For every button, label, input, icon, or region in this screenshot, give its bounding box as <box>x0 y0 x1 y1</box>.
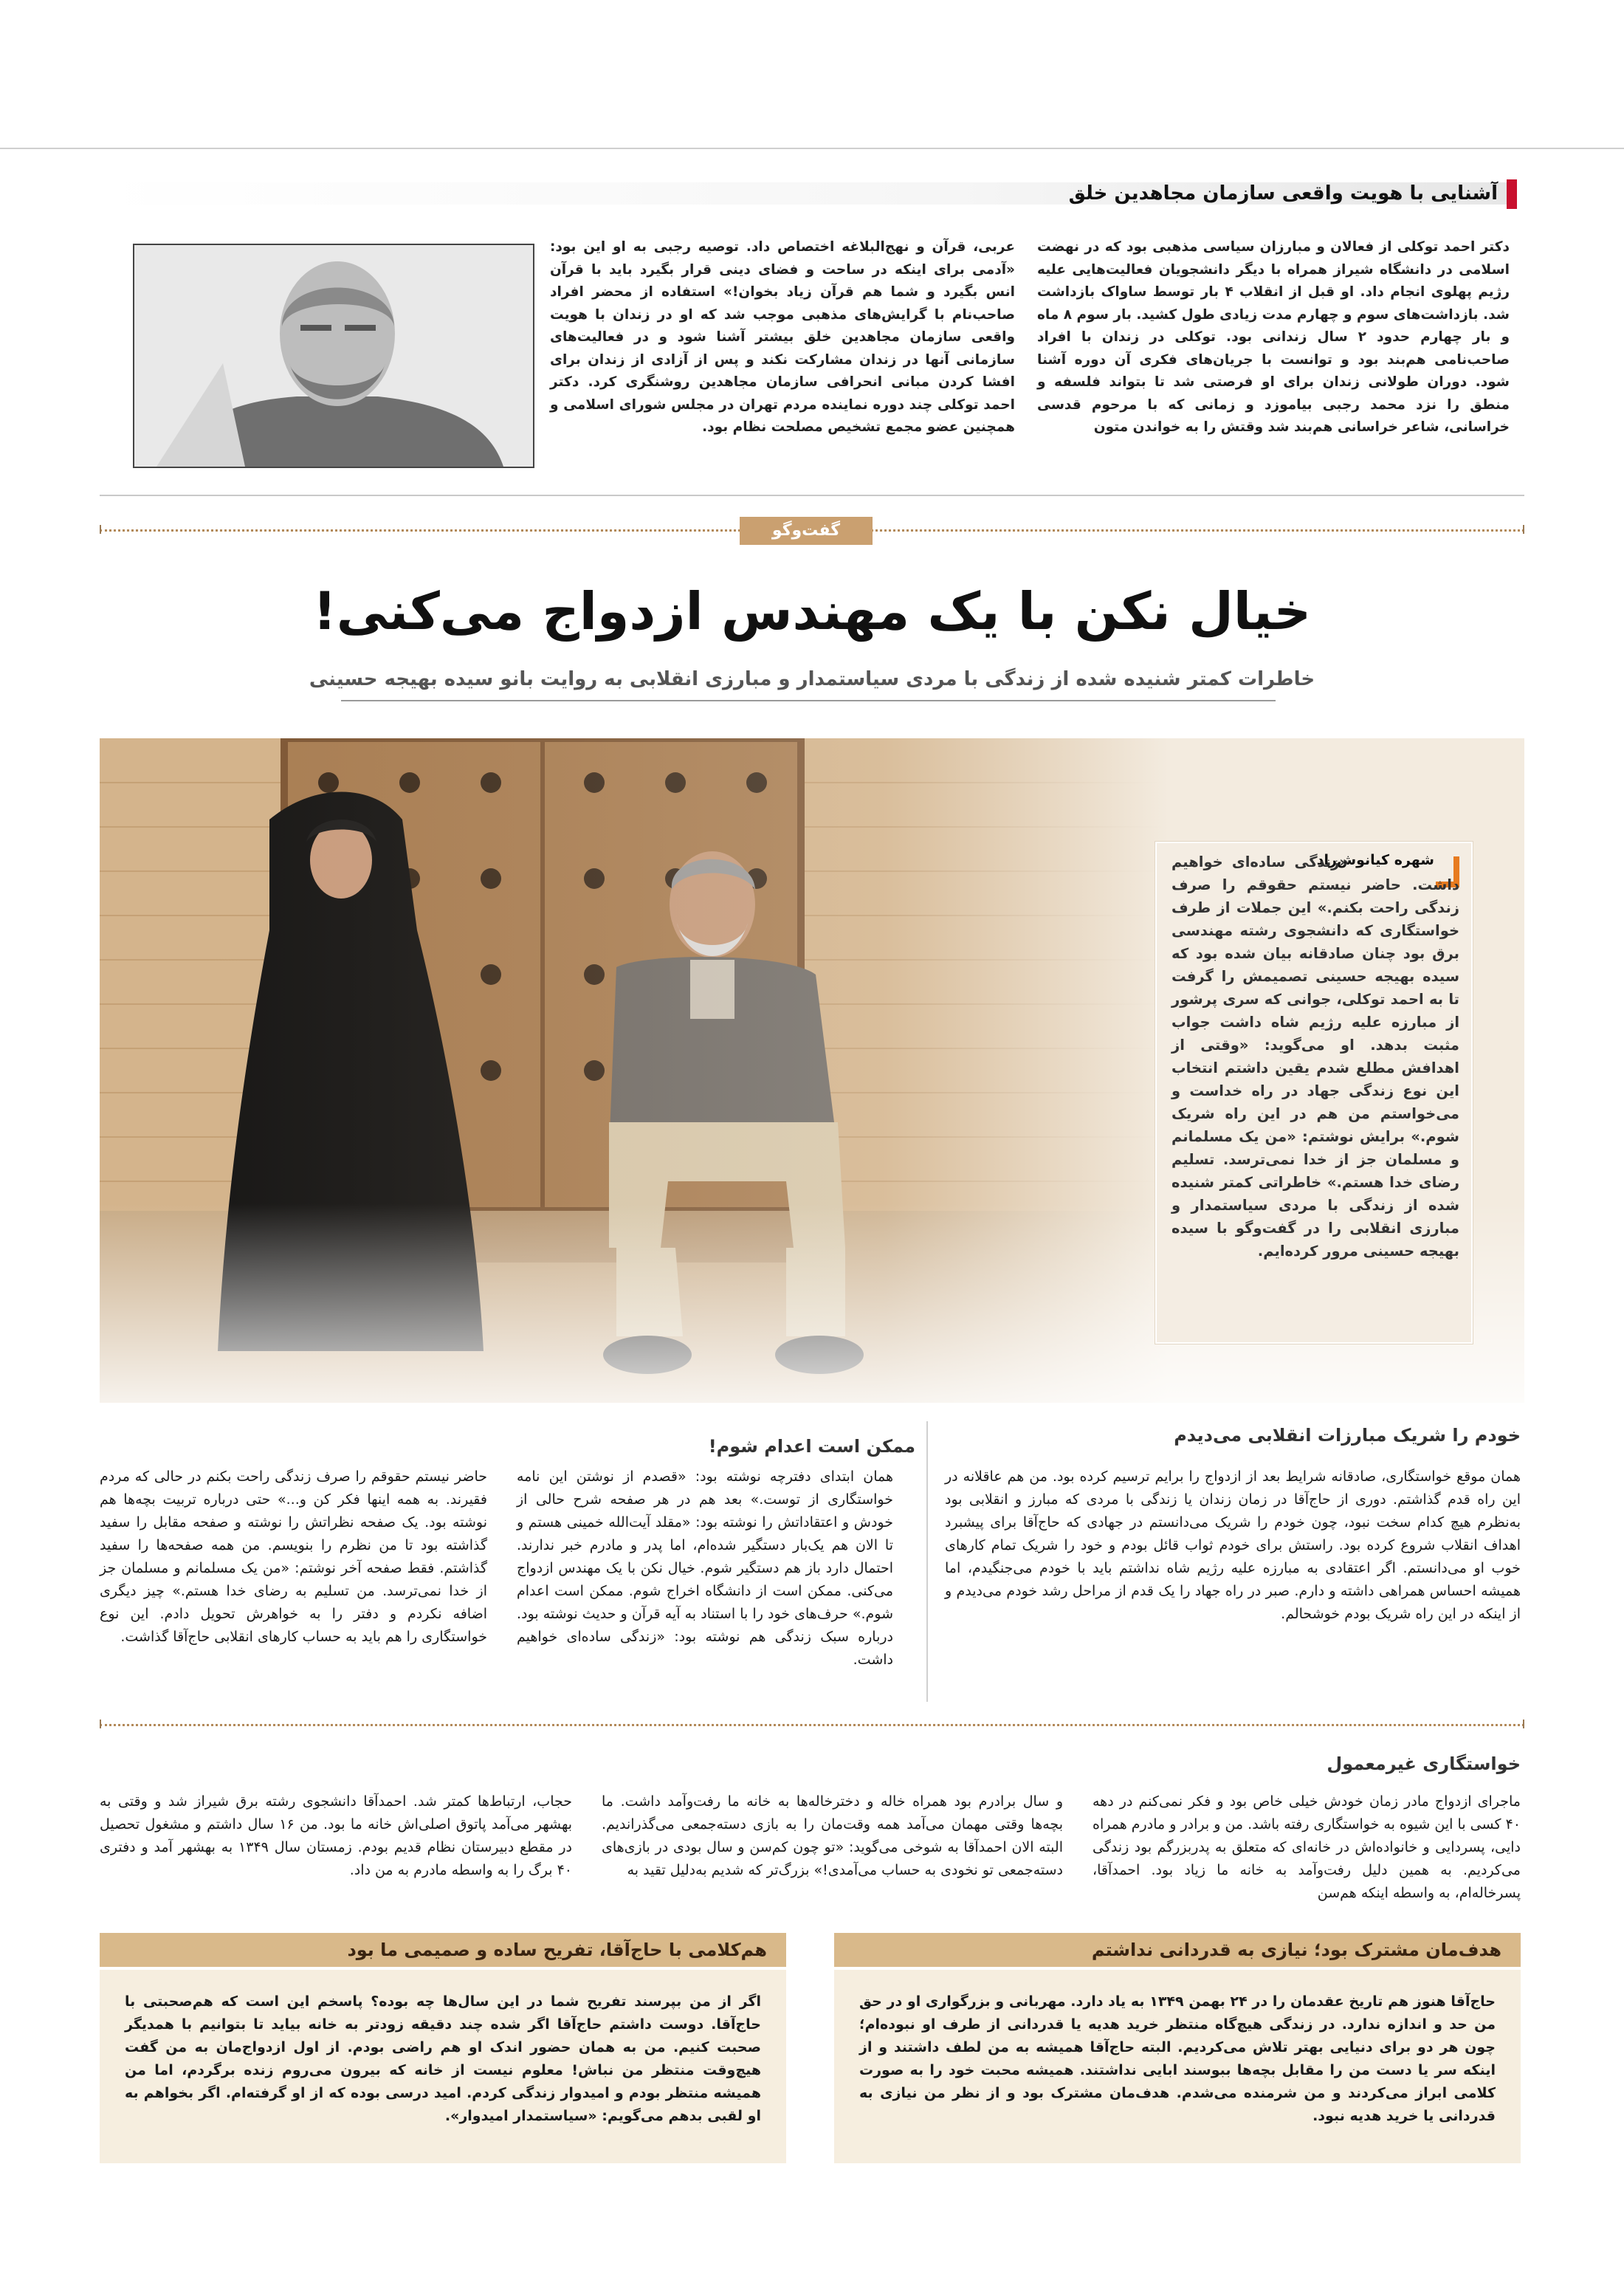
section-tag: گفت‌وگو <box>740 517 873 545</box>
headline: خیال نکن با یک مهندس ازدواج می‌کنی! <box>312 581 1312 642</box>
sec3-title: خواستگاری غیرمعمول <box>1327 1753 1521 1774</box>
box-right-text: حاج‌آقا هنوز هم تاریخ عقدمان را در ۲۴ بهمن ۱۳۴۹ به یاد دارد. مهربانی و بزرگواری او در حق من حد و اندازه ندارد. در زندگی هیچ‌گاه منتظر خرید هدیه یا قدردانی از طرف او نبوده‌ام؛ چون هر دو برای دنیایی بهتر تلاش می‌کردیم. البته حاج‌آقا همیشه به من لطف داشتند و از اینکه سر یا دست من را مقابل بچه‌ها ببوسند ابایی نداشتند. همیشه محبت خود را به صورت کلامی ابراز می‌کردند و من شرمنده می‌شدم. هدف‌مان مشترک بود و از نظر من نیازی به قدردانی یا خرید هدیه نبود. <box>834 1970 1521 2163</box>
sec3-column-c: حجاب، ارتباط‌ها کمتر شد. احمدآقا دانشجوی رشته برق شیراز شد و وقتی به بهشهر می‌آمد پاتوق اصلی‌اش خانه ما بود. من ۱۶ سال داشتم و مشغول تحصیل در مقطع دبیرستان نظام قدیم بودم. زمستان سال ۱۳۴۹ به بهشهر آمد و دفتری ۴۰ برگ را به واسطه مادرم به من داد. <box>100 1793 572 1878</box>
top-rule <box>0 148 1624 149</box>
bio-heading: آشنایی با هویت واقعی سازمان مجاهدین خلق <box>1068 182 1498 205</box>
sec3-column-b: و سال برادرم بود همراه خاله و دخترخاله‌ها به خانه ما رفت‌وآمد داشت. ما بچه‌ها وقتی مهمان می‌آمد همه وقت‌مان را به بازی دسته‌جمعی می‌گذراندیم. البته الان احمدآقا به شوخی می‌گوید: «تو چون کم‌سن و سال بودی در بازی‌های دسته‌جمعی تو نخودی به حساب می‌آمدی!» بزرگ‌تر که شدیم به‌دلیل تقید به <box>602 1793 1063 1878</box>
box-right-title: هدف‌مان مشترک بود؛ نیازی به قدردانی نداشتم <box>834 1933 1521 1967</box>
column-divider <box>926 1421 928 1702</box>
bio-heading-bar <box>100 182 1517 205</box>
sec1-text: همان موقع خواستگاری، صادقانه شرایط بعد از ازدواج را برایم ترسیم کرده بود. من هم عاقلانه در این راه قدم گذاشتم. دوری از حاج‌آقا در زمان زندان یا زندگی با مردی که مبارز و انقلابی بود به‌نظرم هیچ کدام سخت نبود، چون خودم را شریک می‌دانستم در جهادی که حاج‌آقا برای پیشبرد اهداف انقلاب شروع کرده بود. راستش برای خودم ثواب قائل بودم و خود را شریک تمام کارهای خوب او می‌دانستم. اگر اعتقادی به مبارزه علیه رژیم شاه نداشتم باید با خودم می‌جنگیدم، اما همیشه احساس همراهی داشته و دارم. صبر در راه جهاد را یک قدم از مراحل رشد خودم می‌دیدم و از اینکه در این راه شریک بودم خوشحالم. <box>945 1469 1521 1622</box>
sec2-column-a: همان ابتدای دفترچه نوشته بود: «قصدم از نوشتن این نامه خواستگاری از توست.» بعد هم در هر صفحه شرح حالی از خودش و اعتقاداتش را نوشته بود: «مقلد آیت‌الله خمینی هستم و تا الان هم یک‌بار دستگیر شده‌ام، اما پدر و مادرم خبر ندارند. احتمال دارد باز هم دستگیر شوم. خیال نکن با یک مهندس ازدواج می‌کنی. ممکن است از دانشگاه اخراج شوم. ممکن است اعدام شوم.» حرف‌های خود را با استناد به آیه قرآن و حدیث نوشته بود. درباره سبک زندگی هم نوشته بود: «زندگی ساده‌ای خواهیم داشت. <box>517 1469 893 1668</box>
mid-tick-right <box>1523 1720 1524 1728</box>
lead-author: شهره کیانوش‌راد <box>1316 852 1434 868</box>
portrait-photo <box>133 244 534 468</box>
sec1-title: خودم را شریک مبارزات انقلابی می‌دیدم <box>1174 1425 1521 1446</box>
sec2-column-b: حاضر نیستم حقوقم را صرف زندگی راحت بکنم در حالی که مردم فقیرند. به همه اینها فکر کن و...» حتی درباره تربیت بچه‌ها هم نوشته بود. یک صفحه نظراتش را نوشته و صفحه مقابل را سفید گذاشته بود تا من نظرم را بنویسم. من همه صفحه‌ها را سفید گذاشتم. فقط صفحه آخر نوشتم: «من یک مسلمانم و مسلمان جز از خدا نمی‌ترسد. من تسلیم به رضای خدا هستم.» چیز دیگری اضافه نکردم و دفتر را به خواهرش تحویل دادم. این نوع خواستگاری را هم باید به حساب کارهای انقلابی حاج‌آقا گذاشت. <box>100 1469 487 1645</box>
bio-column-2: عربی، قرآن و نهج‌البلاغه اختصاص داد. توصیه رجبی به او این بود: «آدمی برای اینکه در ساحت و فضای دینی قرار بگیرد باید با قرآن انس بگیرد و شما هم قرآن زیاد بخوان!» استفاده از محضر افراد صاحب‌نام با گرایش‌های مذهبی موجب شد که او در زندان با هویت واقعی سازمان مجاهدین خلق بیشتر آشنا شود و در فعالیت‌های سازمانی آنها در زندان مشارکت نکند و پس از آزادی از زندان برای افشا کردن مبانی انحرافی سازمان مجاهدین روشنگری کرد. دکتر احمد توکلی چند دوره نماینده مردم تهران در مجلس شورای اسلامی و همچنین عضو مجمع تشخیص مصلحت نظام بود. <box>550 239 1015 435</box>
box-left-title: هم‌کلامی با حاج‌آقا، تفریح ساده و صمیمی ما بود <box>100 1933 786 1967</box>
sec2-title: ممکن است اعدام شوم! <box>708 1436 915 1457</box>
bio-bottom-rule <box>100 495 1524 496</box>
portrait-illustration <box>134 245 533 467</box>
box-left-text: اگر از من بپرسند تفریح شما در این سال‌ها چه بوده؟ پاسخم این است که هم‌صحبتی با حاج‌آقا. دوست داشتم حاج‌آقا اگر شده چند دقیقه زودتر به خانه بیاید تا بتوانیم با همدیگر صحبت کنیم. من به همان حضور اندک او هم راضی بودم. از اول ازدواج‌مان به من گفت هیچ‌وقت منتظر من نباش! معلوم نیست از خانه که بیرون می‌روم زنده برگردم، اما من همیشه منتظر بودم و امیدوار زندگی کردم. امید درسی بوده که از او گرفته‌ام. اگر بخواهم به او لقبی بدهم می‌گویم: «سیاستمدار امیدوار». <box>100 1970 786 2163</box>
lead-text: «زندگی ساده‌ای خواهیم داشت. حاضر نیستم حقوقم را صرف زندگی راحت بکنم.» این جملات از طرف خواستگاری که دانشجوی رشته مهندسی برق بود چنان صادقانه بیان شده بود که سیده بهیجه حسینی تصمیمش را گرفت تا به احمد توکلی، جوانی که سری پرشور از مبارزه علیه رژیم شاه داشت جواب مثبت بدهد. او می‌گوید: «وقتی از اهدافش مطلع شدم یقین داشتم انتخاب این نوع زندگی جهاد در راه خداست و می‌خواستم من هم در این راه شریک شوم.» برایش نوشتم: «من یک مسلمانم و مسلمان جز از خدا نمی‌ترسد. تسلیم رضای خدا هستم.» خاطراتی کمتر شنیده شده از زندگی با مردی سیاستمدار و مبارزی انقلابی را در گفت‌وگو با سیده بهیجه حسینی مرور کرده‌ایم. <box>1171 853 1459 1260</box>
tag-tick-left <box>100 525 101 534</box>
subheadline: خاطرات کمتر شنیده شده از زندگی با مردی سیاستمدار و مبارزی انقلابی به روایت بانو سیده بهیجه حسینی <box>309 668 1315 690</box>
subheadline-underline <box>341 700 1276 701</box>
lead-box <box>1155 842 1473 1344</box>
bio-column-1: دکتر احمد توکلی از فعالان و مبارزان سیاسی مذهبی بود که در نهضت اسلامی در دانشگاه شیراز همراه با دیگر دانشجویان فعالیت‌هایی علیه رژیم پهلوی انجام داد. او قبل از انقلاب ۴ بار توسط ساواک بازداشت شد. بازداشت‌های سوم و چهارم مدت زیادی طول کشید. بار سوم ۸ ماه و بار چهارم حدود ۲ سال زندانی بود. توکلی در زندان با افراد صاحب‌نامی هم‌بند بود و توانست با جریان‌های فکری آن دوره آشنا شود. دوران طولانی زندان برای او فرصتی شد تا بتواند فلسفه و منطق را نزد محمد رجبی بیاموزد و زمانی که با مرحوم قدسی خراسانی، شاعر خراسانی هم‌بند شد وقتش را به خواندن متون <box>1037 239 1510 435</box>
tag-tick-right <box>1523 525 1524 534</box>
sec3-column-a: ماجرای ازدواج مادر زمان خودش خیلی خاص بود و فکر نمی‌کنم در دهه ۴۰ کسی با این شیوه به خواستگاری رفته باشد. من و برادر و مادرم همراه دایی، پسردایی و خانواده‌اش در خانه‌ای که متعلق به پدربزرگم بود زندگی می‌کردیم. به همین دلیل رفت‌وآمد به خانه ما زیاد بود. احمدآقا، پسرخاله‌ام، به واسطه اینکه هم‌سن <box>1093 1793 1521 1901</box>
bio-heading-accent <box>1507 179 1517 209</box>
mid-tick-left <box>100 1720 101 1728</box>
mid-dotted-line <box>100 1724 1524 1726</box>
